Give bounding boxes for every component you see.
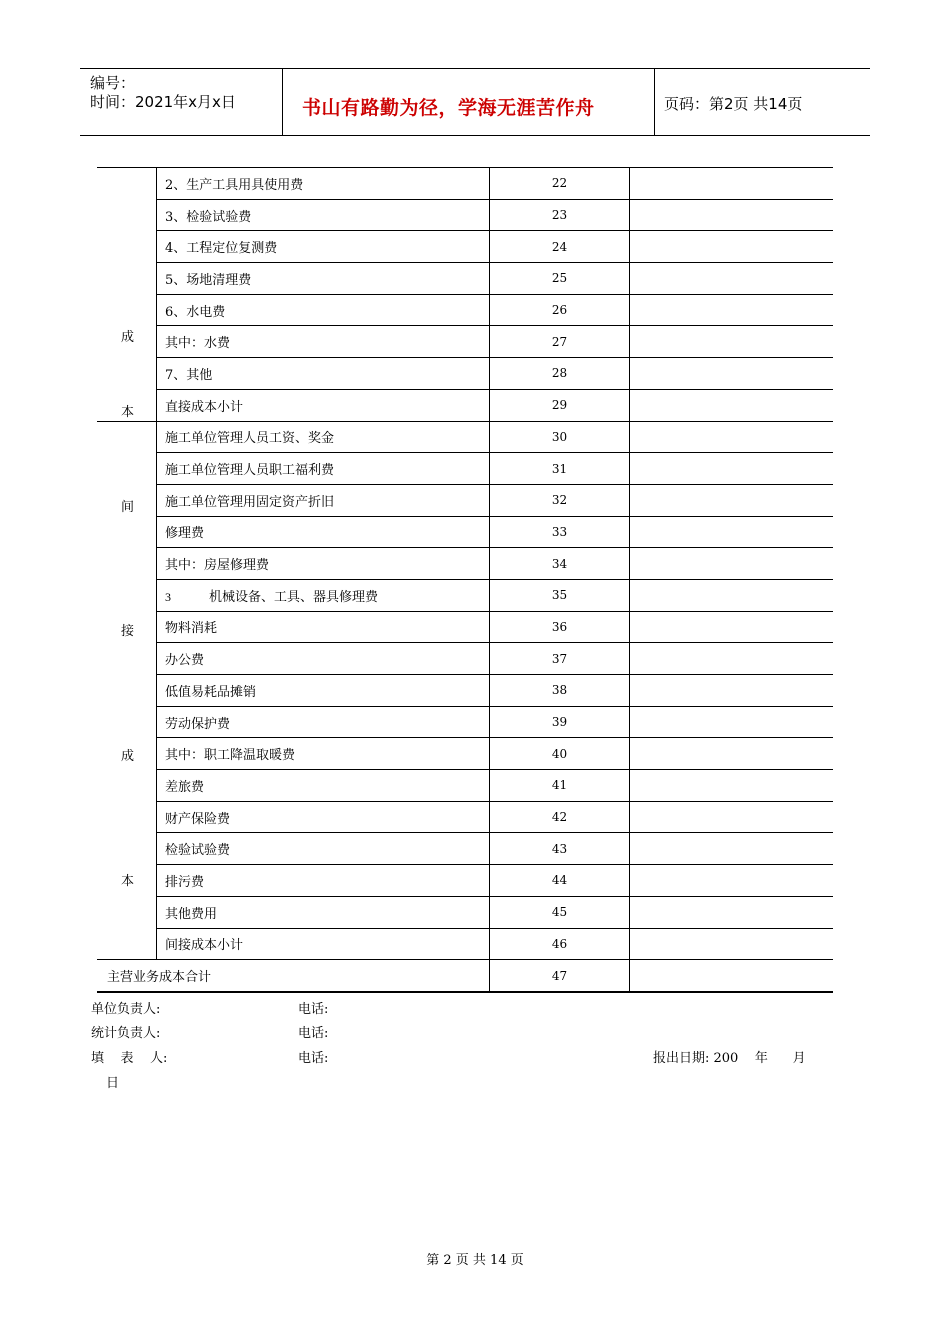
row-number: 22	[490, 168, 630, 200]
row-number: 26	[490, 294, 630, 326]
phone-label: 电话:	[298, 1051, 329, 1066]
table-row	[97, 326, 833, 358]
row-name-text: 机械设备、工具、器具修理费	[209, 589, 379, 605]
table-row	[97, 548, 833, 580]
row-number: 31	[490, 453, 630, 485]
row-number: 38	[490, 675, 630, 707]
row-name: 3、检验试验费	[157, 199, 490, 231]
section-indirect-cost	[97, 421, 157, 960]
row-number: 34	[490, 548, 630, 580]
row-value[interactable]	[630, 833, 834, 865]
row-value[interactable]	[630, 358, 834, 390]
row-name: 排污费	[157, 865, 490, 897]
row-number: 40	[490, 738, 630, 770]
row-number: 27	[490, 326, 630, 358]
page-info: 页码：第2页 共14页	[664, 95, 803, 113]
table-row	[97, 706, 833, 738]
row-value[interactable]	[630, 231, 834, 263]
row-name	[157, 579, 490, 611]
row-number: 46	[490, 928, 630, 960]
row-number: 25	[490, 263, 630, 295]
row-name: 差旅费	[157, 770, 490, 802]
table-row	[97, 358, 833, 390]
row-value[interactable]	[630, 548, 834, 580]
phone-label: 电话:	[298, 1002, 329, 1017]
table-row	[97, 199, 833, 231]
row-number: 33	[490, 516, 630, 548]
table-row	[97, 611, 833, 643]
row-value[interactable]	[630, 896, 834, 928]
table-row	[97, 865, 833, 897]
row-name: 主营业务成本合计	[97, 960, 490, 992]
row-name: 4、工程定位复测费	[157, 231, 490, 263]
section-char: 接	[121, 623, 135, 639]
row-number: 28	[490, 358, 630, 390]
table-row	[97, 263, 833, 295]
row-number: 39	[490, 706, 630, 738]
row-value[interactable]	[630, 960, 834, 992]
row-value[interactable]	[630, 706, 834, 738]
row-value[interactable]	[630, 611, 834, 643]
row-name: 修理费	[157, 516, 490, 548]
header-motto-cell	[282, 69, 655, 135]
row-number: 35	[490, 579, 630, 611]
row-number: 30	[490, 421, 630, 453]
row-value[interactable]	[630, 801, 834, 833]
page-number: 第 2 页 共 14 页	[426, 1253, 524, 1268]
table-row	[97, 231, 833, 263]
row-value[interactable]	[630, 865, 834, 897]
row-value[interactable]	[630, 453, 834, 485]
section-char: 成	[121, 330, 135, 345]
header-meta-cell	[80, 69, 283, 135]
row-number: 47	[490, 960, 630, 992]
row-name: 7、其他	[157, 358, 490, 390]
table-row	[97, 833, 833, 865]
row-name: 低值易耗品摊销	[157, 675, 490, 707]
row-name: 物料消耗	[157, 611, 490, 643]
row-name: 施工单位管理用固定资产折旧	[157, 484, 490, 516]
section-char: 本	[121, 405, 135, 420]
row-value[interactable]	[630, 263, 834, 295]
section-direct-cost	[97, 168, 157, 422]
filler-label: 填 表 人:	[91, 1051, 168, 1066]
row-name: 劳动保护费	[157, 706, 490, 738]
section-char: 间	[121, 499, 135, 515]
table-row	[97, 896, 833, 928]
row-value[interactable]	[630, 326, 834, 358]
row-value[interactable]	[630, 484, 834, 516]
row-value[interactable]	[630, 389, 834, 421]
phone-label: 电话:	[298, 1026, 329, 1041]
table-row	[97, 738, 833, 770]
row-name: 5、场地清理费	[157, 263, 490, 295]
row-name: 财产保险费	[157, 801, 490, 833]
table-row	[97, 579, 833, 611]
table-row	[97, 389, 833, 421]
table-row	[97, 928, 833, 960]
table-row	[97, 168, 833, 200]
row-name: 其中：房屋修理费	[157, 548, 490, 580]
row-number: 36	[490, 611, 630, 643]
table-row	[97, 801, 833, 833]
report-day-label: 日	[106, 1076, 120, 1091]
section-char: 本	[121, 873, 135, 889]
row-name: 直接成本小计	[157, 389, 490, 421]
row-number: 45	[490, 896, 630, 928]
row-value[interactable]	[630, 421, 834, 453]
page-header	[80, 68, 870, 136]
table-row	[97, 675, 833, 707]
section-char: 成	[121, 748, 135, 764]
row-number: 37	[490, 643, 630, 675]
row-value[interactable]	[630, 675, 834, 707]
row-name: 其他费用	[157, 896, 490, 928]
row-value[interactable]	[630, 294, 834, 326]
row-number: 44	[490, 865, 630, 897]
row-value[interactable]	[630, 928, 834, 960]
row-name: 6、水电费	[157, 294, 490, 326]
table-row	[97, 516, 833, 548]
row-value[interactable]	[630, 770, 834, 802]
row-number: 42	[490, 801, 630, 833]
row-value[interactable]	[630, 516, 834, 548]
table-row-total	[97, 960, 833, 992]
stat-head-label: 统计负责人:	[91, 1026, 161, 1041]
row-number: 24	[490, 231, 630, 263]
cost-table	[97, 167, 833, 993]
row-name: 办公费	[157, 643, 490, 675]
code-label: 编号：	[90, 74, 136, 92]
row-number: 23	[490, 199, 630, 231]
table-row	[97, 294, 833, 326]
row-name: 其中：水费	[157, 326, 490, 358]
row-value[interactable]	[630, 643, 834, 675]
row-number: 41	[490, 770, 630, 802]
row-number: 32	[490, 484, 630, 516]
row-number: 29	[490, 389, 630, 421]
table-row	[97, 643, 833, 675]
row-name: 检验试验费	[157, 833, 490, 865]
time-label: 时间：2021年x月x日	[90, 93, 236, 111]
table-row	[97, 453, 833, 485]
table-row	[97, 421, 833, 453]
motto-text: 书山有路勤为径，学海无涯苦作舟	[302, 97, 595, 119]
row-name: 施工单位管理人员职工福利费	[157, 453, 490, 485]
row-value[interactable]	[630, 199, 834, 231]
row-number: 43	[490, 833, 630, 865]
row-value[interactable]	[630, 579, 834, 611]
row-name: 施工单位管理人员工资、奖金	[157, 421, 490, 453]
row-value[interactable]	[630, 738, 834, 770]
row-name: 间接成本小计	[157, 928, 490, 960]
row-name: 2、生产工具用具使用费	[157, 168, 490, 200]
row-prefix: 3	[165, 589, 171, 604]
unit-head-label: 单位负责人:	[91, 1002, 161, 1017]
table-row	[97, 770, 833, 802]
table-row	[97, 484, 833, 516]
report-date-label: 报出日期: 200 年 月	[653, 1051, 806, 1066]
row-value[interactable]	[630, 168, 834, 200]
row-name: 其中：职工降温取暖费	[157, 738, 490, 770]
